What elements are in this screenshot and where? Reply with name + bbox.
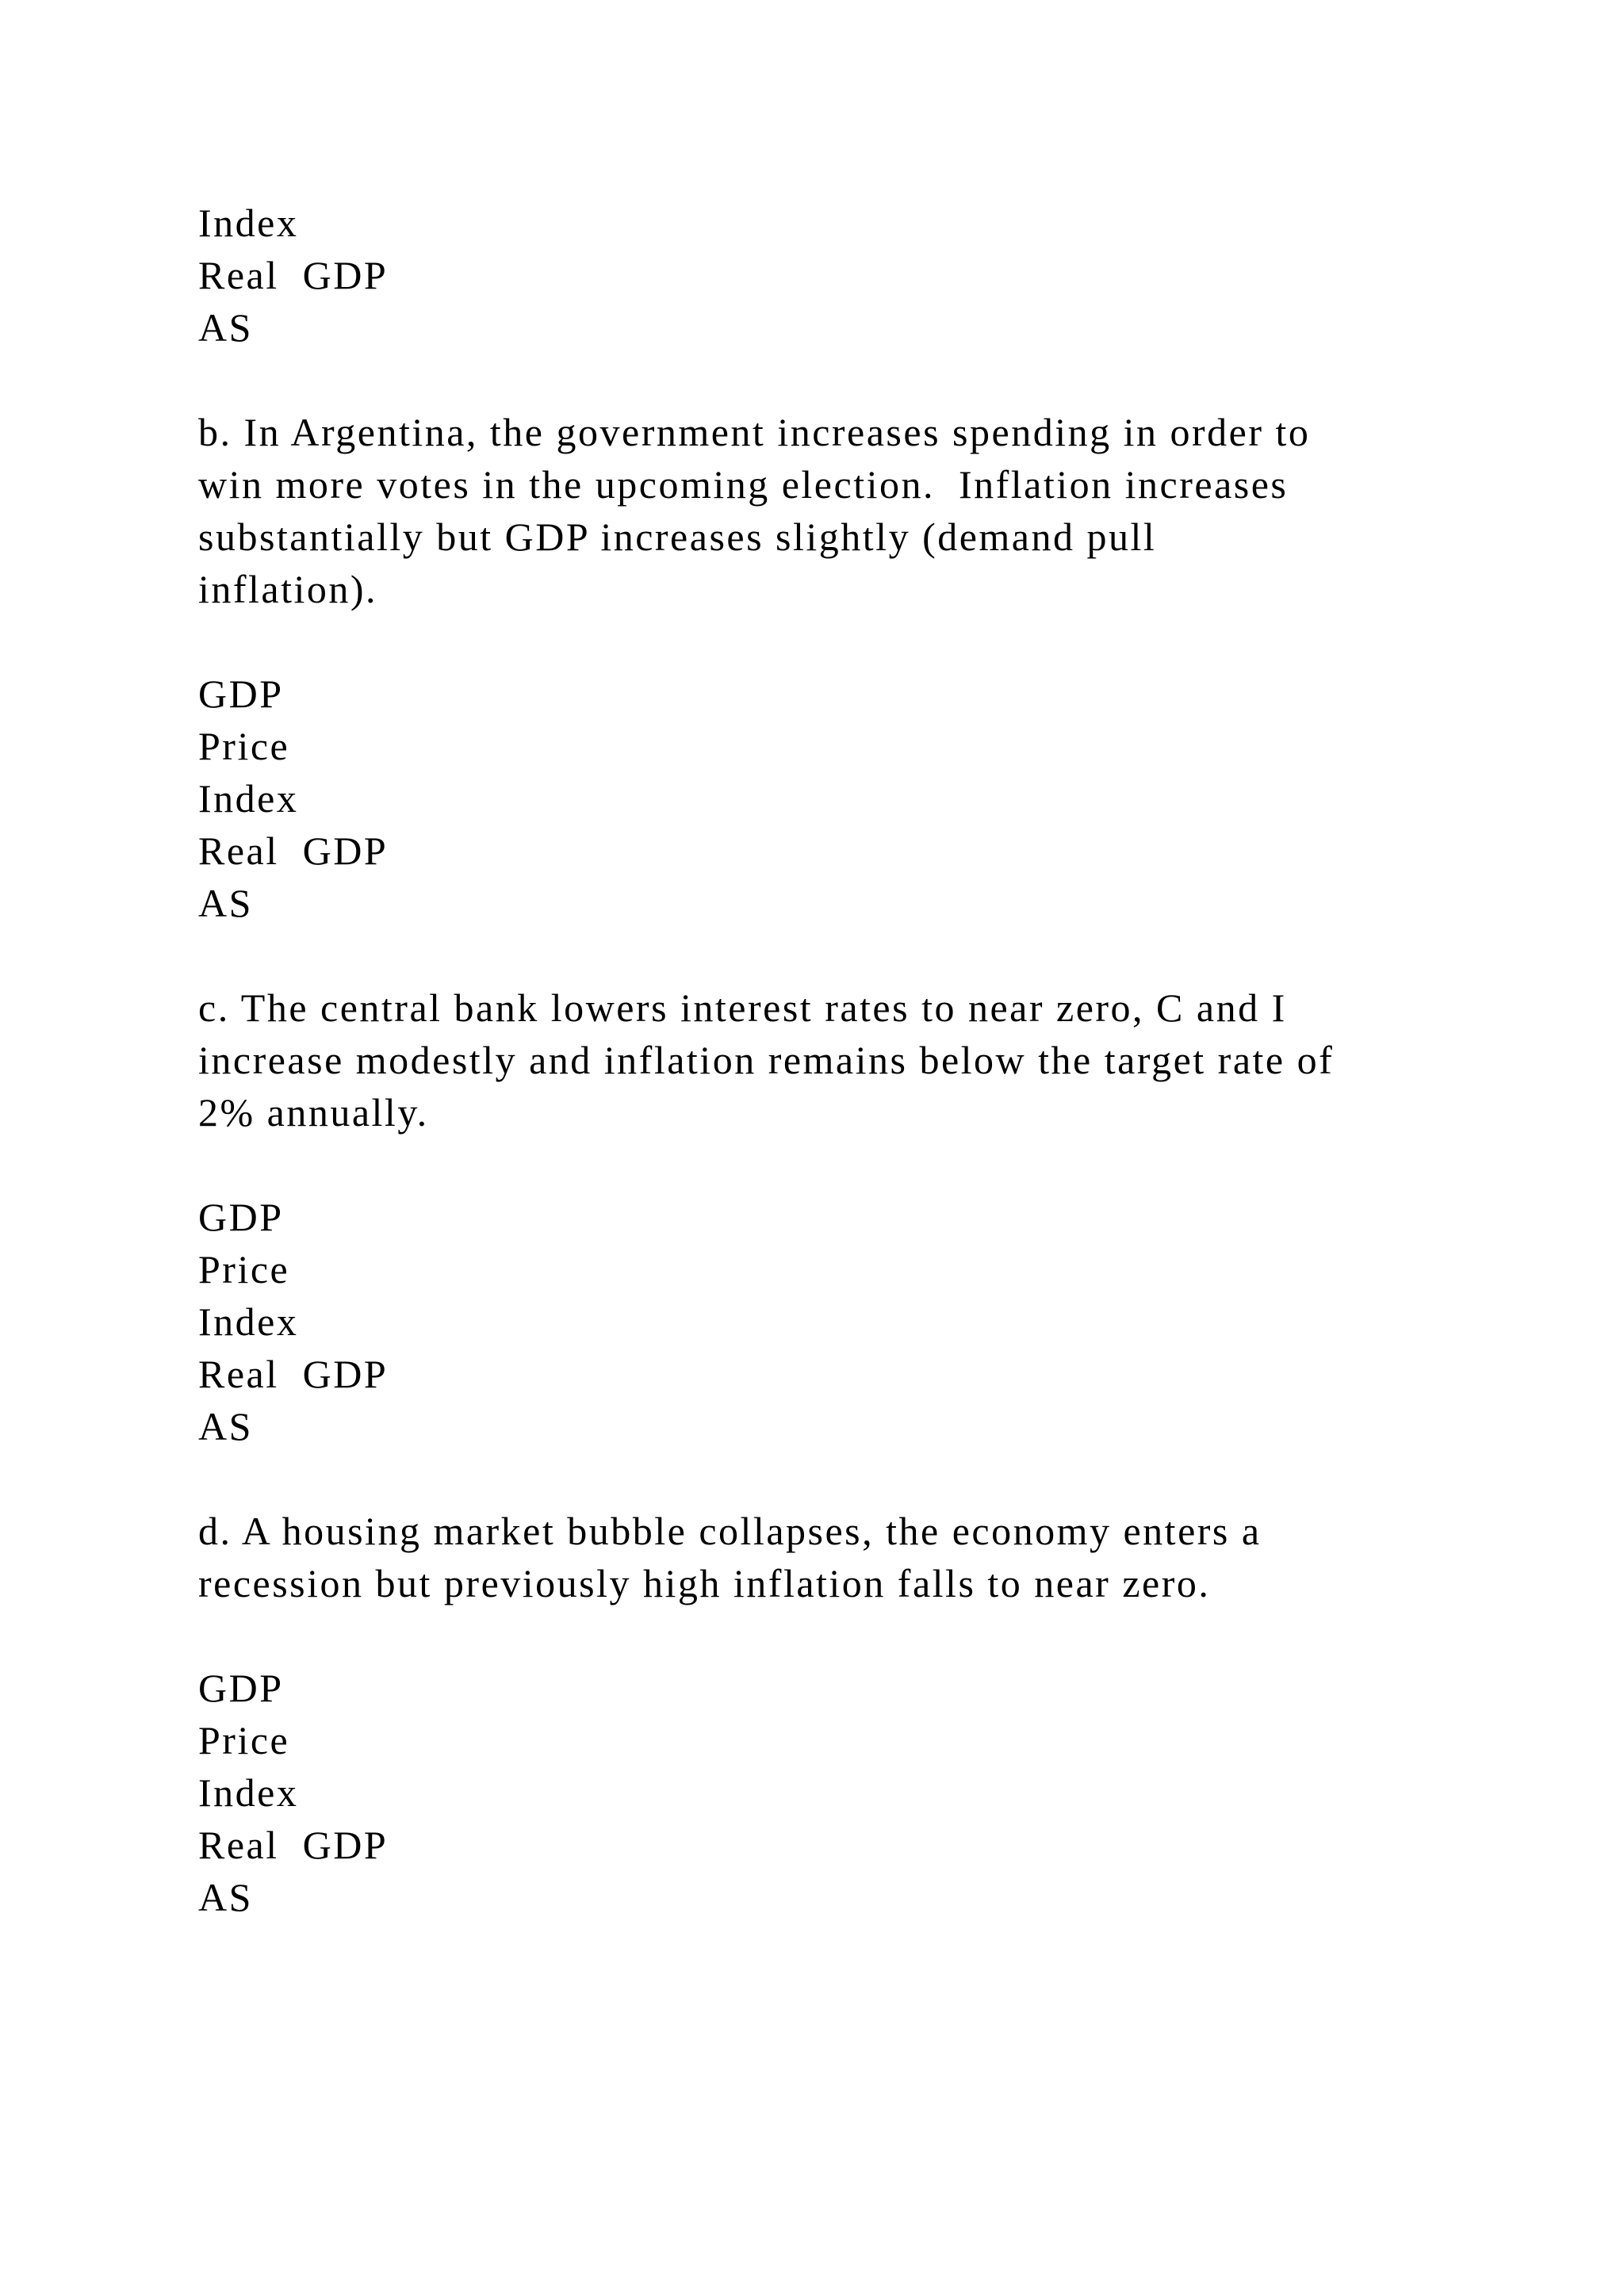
question-d-paragraph xyxy=(198,1505,1483,1609)
axis-label-line: Index xyxy=(198,1770,299,1815)
paragraph-line: substantially but GDP increases slightly (demand pull xyxy=(198,515,1157,559)
paragraph-line: c. The central bank lowers interest rates to near zero, C and I xyxy=(198,985,1287,1030)
paragraph-line: recession but previously high inflation falls to near zero. xyxy=(198,1561,1211,1605)
paragraph-line: b. In Argentina, the government increases spending in order to xyxy=(198,410,1311,454)
axis-label-line: Index xyxy=(198,776,299,821)
axis-label-line: Index xyxy=(198,201,299,245)
axis-label-line: Price xyxy=(198,724,290,768)
axis-label-line: GDP xyxy=(198,672,284,716)
question-c-paragraph xyxy=(198,982,1483,1138)
axis-label-line: Real GDP xyxy=(198,1352,389,1396)
paragraph-line: increase modestly and inflation remains below the target rate of xyxy=(198,1038,1335,1082)
paragraph-line: win more votes in the upcoming election. Inflation increases xyxy=(198,462,1289,507)
axis-label-line: Real GDP xyxy=(198,253,389,297)
axis-label-line: Price xyxy=(198,1718,290,1762)
graph-labels-c xyxy=(198,1191,1483,1452)
paragraph-line: d. A housing market bubble collapses, the economy enters a xyxy=(198,1509,1262,1553)
paragraph-line: inflation). xyxy=(198,567,378,611)
question-b-paragraph xyxy=(198,406,1483,615)
axis-label-line: Index xyxy=(198,1299,299,1344)
axis-label-line: AS xyxy=(198,1404,253,1448)
axis-label-line: AS xyxy=(198,881,253,925)
axis-label-line: GDP xyxy=(198,1666,284,1710)
graph-labels-a xyxy=(198,197,1483,354)
axis-label-line: AS xyxy=(198,305,253,350)
graph-labels-d xyxy=(198,1662,1483,1923)
axis-label-line: Price xyxy=(198,1247,290,1292)
graph-labels-b xyxy=(198,668,1483,929)
axis-label-line: Real GDP xyxy=(198,1823,389,1867)
paragraph-line: 2% annually. xyxy=(198,1090,429,1135)
axis-label-line: GDP xyxy=(198,1195,284,1239)
axis-label-line: Real GDP xyxy=(198,828,389,873)
axis-label-line: AS xyxy=(198,1875,253,1919)
